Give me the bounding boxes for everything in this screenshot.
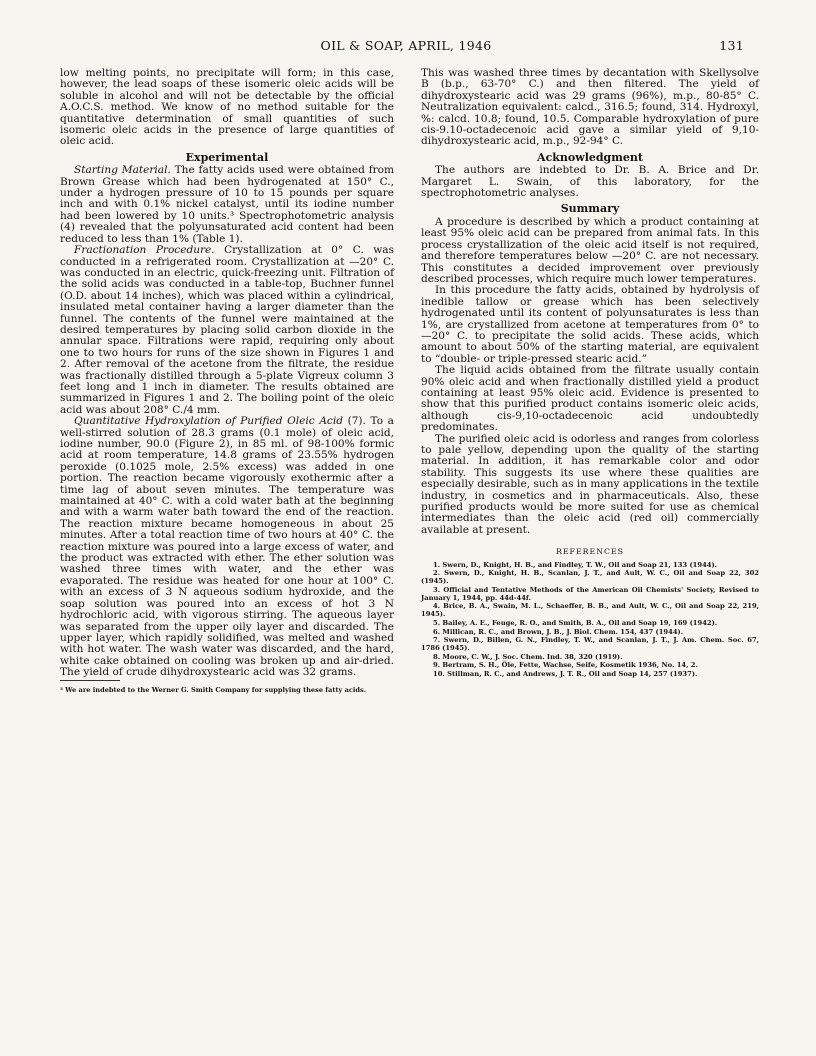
right-column xyxy=(421,68,759,678)
fractionation-title: Fractionation Procedure. xyxy=(74,244,215,257)
continuation-paragraph: This was washed three times by decantation with Skellysolve B (b.p., 63-70° C.) and then filtered. The yield of dihydroxystearic acid was 29 grams (96%), m.p., 80-85° C. Neutralization equivalent: calcd., 316.5; found, 314. Hydroxyl, %: calcd. 10.8; found, 10.5. Comparable hydroxylation of pure cis-9.10-octadecenoic acid gave a similar yield of 9,10-dihydroxystearic acid, m.p., 92-94° C. xyxy=(421,67,759,148)
summary-paragraph-1: A procedure is described by which a product containing at least 95% oleic acid can be prepared from animal fats. In this process crystallization of the oleic acid itself is not required, and therefore temperatures below —20° C. are not necessary. This constitutes a decided improvement over previously described processes, which require much lower temperatures. xyxy=(421,215,759,285)
starting-material-body: The fatty acids used were obtained from Brown Grease which had been hydrogenated at 150° C., under a hydrogen pressure of 10 to 15 pounds per square inch and with 0.1% nickel catalyst, until its iodine number had been lowered by 10 units.³ Spectrophotometric analysis (4) revealed that the polyunsaturated acid content had been reduced to less than 1% (Table 1). xyxy=(60,164,394,245)
experimental-heading: Experimental xyxy=(185,150,269,164)
page-number: 131 xyxy=(719,38,744,53)
references-heading: REFERENCES xyxy=(555,547,625,557)
acknowledgment-paragraph: The authors are indebted to Dr. B. A. Brice and Dr. Margaret L. Swain, of this laboratory, for the spectrophotometric analyses. xyxy=(421,164,759,200)
running-header xyxy=(68,38,744,53)
reference-item: 2. Swern, D., Knight, H. B., Scanlan, J. T., and Ault, W. C., Oil and Soap 22, 302 (1945). xyxy=(421,569,759,586)
intro-paragraph: low melting points, no precipitate will form; in this case, however, the lead soaps of these isomeric oleic acids will be soluble in alcohol and will not be detectable by the official A.O.C.S. method. We know of no method suitable for the quantitative determination of small quantities of such isomeric oleic acids in the presence of large quantities of oleic acid. xyxy=(60,67,394,148)
summary-heading: Summary xyxy=(560,202,620,216)
starting-material-title: Starting Material. xyxy=(74,164,171,177)
acknowledgment-heading: Acknowledgment xyxy=(537,150,643,164)
reference-item: 9. Bertram, S. H., Öle, Fette, Wachse, Seife, Kosmetik 1936, No. 14, 2. xyxy=(433,661,698,670)
reference-item: 1. Swern, D., Knight, H. B., and Findley, T. W., Oil and Soap 21, 133 (1944). xyxy=(433,560,718,569)
summary-paragraph-3: The liquid acids obtained from the filtrate usually contain 90% oleic acid and when fractionally distilled yield a product containing at least 95% oleic acid. Evidence is presented to show that this purified product contains isomeric oleic acids, although cis-9,10-octadecenoic acid undoubtedly predominates. xyxy=(421,364,759,434)
summary-paragraph-2: In this procedure the fatty acids, obtained by hydrolysis of inedible tallow or grease which has been selectively hydrogenated until its content of polyunsaturates is less than 1%, are crystallized from acetone at temperatures from 0° to —20° C. to precipitate the solid acids. These acids, which amount to about 50% of the starting material, are equivalent to “double- or triple-pressed stearic acid.” xyxy=(421,284,759,365)
footnote-rule xyxy=(60,680,120,681)
reference-item: 4. Brice, B. A., Swain, M. L., Schaeffer, B. B., and Ault, W. C., Oil and Soap 22, 219, 1945). xyxy=(421,602,759,619)
fractionation-paragraph xyxy=(60,245,394,416)
reference-item: 8. Moore, C. W., J. Soc. Chem. Ind. 38, 320 (1919). xyxy=(433,652,623,661)
reference-item: 10. Stillman, R. C., and Andrews, J. T. R., Oil and Soap 14, 257 (1937). xyxy=(433,669,698,678)
left-column xyxy=(60,68,394,694)
reference-item: 3. Official and Tentative Methods of the American Oil Chemists' Society, Revised to January 1, 1944, pp. 44d-44f. xyxy=(421,585,759,602)
hydroxylation-title: Quantitative Hydroxylation of Purified Oleic Acid xyxy=(74,415,343,428)
starting-material-paragraph xyxy=(60,165,394,245)
hydroxylation-paragraph xyxy=(60,416,394,678)
reference-item: 5. Bailey, A. E., Feuge, R. O., and Smith, B. A., Oil and Soap 19, 169 (1942). xyxy=(433,618,718,627)
summary-paragraph-4: The purified oleic acid is odorless and ranges from colorless to pale yellow, depending upon the quality of the starting material. In addition, it has remarkable color and odor stability. This suggests its use where these qualities are especially desirable, such as in many applications in the textile industry, in cosmetics and in pharmaceuticals. Also, these purified products would be more suited for use as chemical intermediates than the oleic acid (red oil) commercially available at present. xyxy=(421,432,759,536)
footnote: ³ We are indebted to the Werner G. Smith Company for supplying these fatty acids. xyxy=(60,685,367,694)
fractionation-body: Crystallization at 0° C. was conducted in a refrigerated room. Crystallization at —20° C. was conducted in an electric, quick-freezing unit. Filtration of the solid acids was conducted in a table-top, Buchner funnel (O.D. about 14 inches), which was placed within a cylindrical, insulated metal container having a larger diameter than the funnel. The contents of the funnel were maintained at the desired temperatures by placing solid carbon dioxide in the annular space. Filtrations were rapid, requiring only about one to two hours for runs of the size shown in Figures 1 and 2. After removal of the acetone from the filtrate, the residue was fractionally distilled through a 5-plate Vigreux column 3 feet long and 1 inch in diameter. The results obtained are summarized in Figures 1 and 2. The boiling point of the oleic acid was about 208° C./4 mm. xyxy=(60,244,394,416)
reference-item: 7. Swern, D., Billen, G. N., Findley, T. W., and Scanlan, J. T., J. Am. Chem. Soc. 67, 1786 (1945). xyxy=(421,636,759,653)
reference-item: 6. Millican, R. C., and Brown, J. B., J. Biol. Chem. 154, 437 (1944). xyxy=(433,627,684,636)
references-list xyxy=(421,561,759,678)
hydroxylation-body: (7). To a well-stirred solution of 28.3 grams (0.1 mole) of oleic acid, iodine number, 90.0 (Figure 2), in 85 ml. of 98-100% formic acid at room temperature, 14.8 grams of 23.55% hydrogen peroxide (0.1025 mole, 2.5% excess) was added in one portion. The reaction became vigorously exothermic after a time lag of about seven minutes. The temperature was maintained at 40° C. with a cold water bath at the beginning and with a warm water bath toward the end of the reaction. The reaction mixture became homogeneous in about 25 minutes. After a total reaction time of two hours at 40° C. the reaction mixture was poured into a large excess of water, and the product was extracted with ether. The ether solution was washed three times with water, and the ether was evaporated. The residue was heated for one hour at 100° C. with an excess of 3 N aqueous sodium hydroxide, and the soap solution was poured into an excess of hot 3 N hydrochloric acid, with vigorous stirring. The aqueous layer was separated from the upper oily layer and discarded. The upper layer, which rapidly solidified, was melted and washed with hot water. The wash water was discarded, and the hard, white cake obtained on cooling was broken up and air-dried. The yield of crude dihydroxystearic acid was 32 grams. xyxy=(60,415,394,679)
running-title: OIL & SOAP, APRIL, 1946 xyxy=(320,38,492,53)
